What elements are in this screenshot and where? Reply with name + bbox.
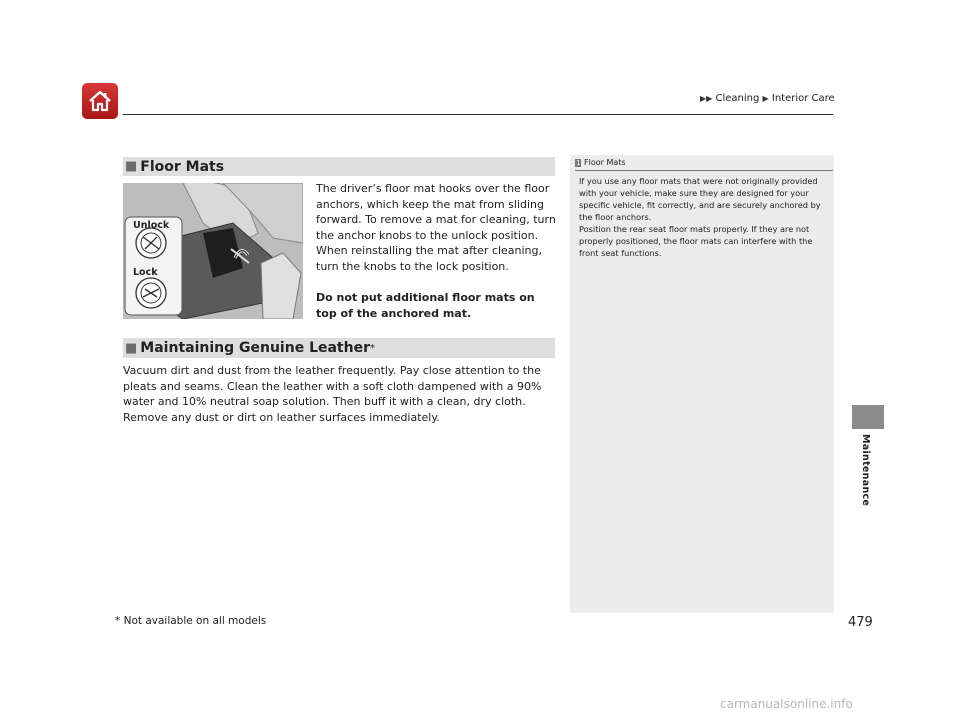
floor-anchor-figure xyxy=(123,183,303,319)
section-square-icon: ■ xyxy=(125,340,138,356)
side-note-divider xyxy=(575,170,833,171)
section-heading-text: Floor Mats xyxy=(140,158,225,175)
floor-anchor-illustration xyxy=(123,183,303,319)
unlock-label: Unlock xyxy=(133,220,170,231)
asterisk-mark: * xyxy=(369,342,375,354)
side-note-text xyxy=(579,175,829,259)
breadcrumb-arrow-icon: ▶▶ xyxy=(700,94,713,103)
header-divider xyxy=(123,114,833,115)
home-icon xyxy=(87,88,113,114)
note-ref-icon: 1 xyxy=(576,159,581,167)
section-square-icon: ■ xyxy=(125,159,138,174)
floor-mats-paragraph: The driver’s floor mat hooks over the floor anchors, which keep the mat from sliding forward. To remove a mat for cleaning, turn the anchor knobs to the unlock position. When reinstalling the mat after cleaning, turn the knobs to the lock position. xyxy=(316,182,556,273)
side-note-title: 1 Floor Mats xyxy=(576,158,626,167)
footnote: * Not available on all models xyxy=(115,615,267,627)
page-number: 479 xyxy=(848,615,873,630)
breadcrumb-arrow-icon: ▶ xyxy=(762,94,769,103)
section-heading-text: Maintaining Genuine Leather xyxy=(140,340,370,356)
home-button[interactable] xyxy=(82,83,118,119)
lock-label: Lock xyxy=(133,267,158,278)
breadcrumb xyxy=(700,93,835,104)
leather-paragraph: Vacuum dirt and dust from the leather frequently. Pay close attention to the pleats and seams. Clean the leather with a soft cloth dampened with a 90% water and 10% neutral soap solution. Then buff it with a clean, dry cloth. Remove any dust or dirt on leather surfaces immediately. xyxy=(123,364,542,424)
side-note-paragraph: Position the rear seat floor mats properly. If they are not properly positioned, the floor mats can interfere with the front seat functions. xyxy=(579,224,813,258)
section-heading-leather xyxy=(123,338,555,358)
breadcrumb-item[interactable]: Interior Care xyxy=(771,93,835,104)
floor-mats-warning: Do not put additional floor mats on top of the anchored mat. xyxy=(316,291,535,320)
side-note-paragraph: If you use any floor mats that were not originally provided with your vehicle, make sure they are designed for your specific vehicle, fit correctly, and are securely anchored by the floor anchors. xyxy=(579,176,821,222)
section-heading-floor-mats xyxy=(123,157,555,176)
chapter-tab-label: Maintenance xyxy=(860,434,871,507)
chapter-tab-marker[interactable] xyxy=(852,405,884,429)
breadcrumb-item[interactable]: Cleaning xyxy=(715,93,760,104)
watermark: carmanualsonline.info xyxy=(720,697,853,711)
